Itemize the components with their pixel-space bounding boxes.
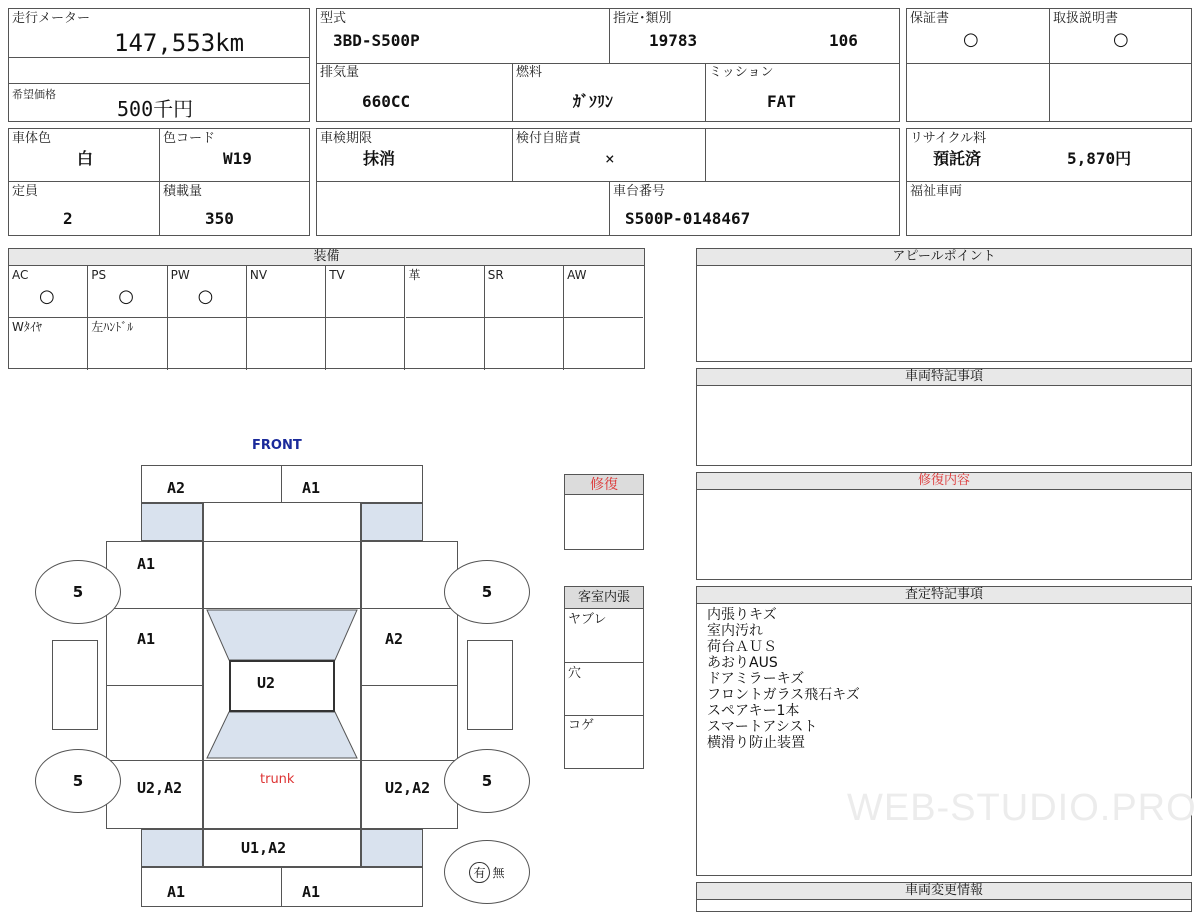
left-mirror xyxy=(52,640,98,730)
equipment-title: 装備 xyxy=(9,249,644,266)
interior-tear-label: ヤブレ xyxy=(568,612,607,627)
displacement-label: 排気量 xyxy=(320,65,360,80)
repair-box xyxy=(564,474,644,550)
equipment-label: PS xyxy=(91,268,107,282)
front-left-fender-code: A1 xyxy=(137,555,156,573)
roof-panel xyxy=(229,660,335,712)
appeal-title: アピールポイント xyxy=(697,249,1191,266)
equipment-label: Wﾀｲﾔ xyxy=(12,320,42,334)
front-label: FRONT xyxy=(252,438,302,453)
tire-rear-right: 5 xyxy=(444,749,530,813)
front-bumper-left-code: A2 xyxy=(167,479,186,497)
assessment-note: ドアミラーキズ xyxy=(707,671,805,687)
fuel-value: ｶﾞｿﾘﾝ xyxy=(573,92,614,111)
mission-value: FAT xyxy=(767,92,796,111)
color-label: 車体色 xyxy=(12,131,52,146)
front-right-pillar xyxy=(361,503,423,541)
front-left-door-code: A1 xyxy=(137,630,156,648)
equipment-cell-row2-2 xyxy=(168,318,247,370)
recycle-status: 預託済 xyxy=(933,149,982,168)
displacement-value: 660CC xyxy=(362,92,411,111)
odometer-value: 147,553km xyxy=(114,29,245,57)
inspection-chassis-box xyxy=(316,128,900,236)
equipment-mark: ○ xyxy=(118,286,135,307)
warranty-manual-box xyxy=(906,8,1192,122)
repair-title: 修復 xyxy=(565,475,643,495)
interior-burn-label: コゲ xyxy=(568,718,595,733)
equipment-cell-革 xyxy=(406,266,485,318)
assessment-note: あおりAUS xyxy=(707,655,778,671)
assessment-note: 内張りキズ xyxy=(707,607,777,623)
assessment-note: 室内汚れ xyxy=(707,623,763,639)
special-notes-title: 車両特記事項 xyxy=(697,369,1191,386)
equipment-cell-row2-0 xyxy=(9,318,88,370)
recycle-label: リサイクル料 xyxy=(910,131,987,146)
spare-tire xyxy=(444,840,530,904)
special-notes-panel xyxy=(696,368,1192,466)
equipment-label: NV xyxy=(249,268,268,282)
equipment-cell-row2-1 xyxy=(88,318,167,370)
color-value: 白 xyxy=(77,149,94,168)
equipment-label: TV xyxy=(329,268,345,282)
recycle-welfare-box xyxy=(906,128,1192,236)
warranty-label: 保証書 xyxy=(910,11,950,26)
load-label: 積載量 xyxy=(163,184,203,199)
equipment-cell-AW xyxy=(564,266,643,318)
equipment-label: SR xyxy=(487,268,504,282)
equipment-mark: ○ xyxy=(197,286,214,307)
hood xyxy=(203,503,361,541)
color-code-label: 色コード xyxy=(163,131,216,146)
price-value: 500千円 xyxy=(117,97,194,121)
tire-front-right: 5 xyxy=(444,560,530,624)
equipment-cell-row2-6 xyxy=(485,318,564,370)
equipment-label: PW xyxy=(170,268,190,282)
front-bumper-right-code: A1 xyxy=(302,479,321,497)
designation-value-1: 19783 xyxy=(649,31,698,50)
front-right-door-code: A2 xyxy=(385,630,404,648)
chassis-label: 車台番号 xyxy=(613,184,666,199)
appeal-panel xyxy=(696,248,1192,362)
spare-yes-mark: 有 xyxy=(469,862,489,883)
assessment-note: スマートアシスト xyxy=(707,719,818,735)
mission-label: ミッション xyxy=(709,65,774,80)
designation-label: 指定･類別 xyxy=(613,11,672,26)
trunk-label: trunk xyxy=(260,772,295,787)
capacity-value: 2 xyxy=(63,209,73,228)
equipment-cell-SR xyxy=(485,266,564,318)
rear-right-pillar xyxy=(361,829,423,867)
watermark: WEB-STUDIO.PRO xyxy=(847,787,1197,829)
rear-left-code: U2,A2 xyxy=(137,779,183,797)
inspection-label: 車検期限 xyxy=(320,131,373,146)
rear-bumper-left-code: A1 xyxy=(167,883,186,901)
model-value: 3BD-S500P xyxy=(333,31,420,50)
chassis-value: S500P-0148467 xyxy=(625,209,751,228)
equipment-mark: ○ xyxy=(39,286,55,307)
equipment-cell-row2-3 xyxy=(247,318,326,370)
equipment-label: AW xyxy=(567,268,587,282)
change-info-panel xyxy=(696,882,1192,912)
warranty-mark: ○ xyxy=(963,29,979,50)
odometer-price-box xyxy=(8,8,310,122)
insurance-label: 検付自賠責 xyxy=(516,131,582,146)
equipment-label: AC xyxy=(12,268,29,282)
manual-mark: ○ xyxy=(1113,29,1129,50)
fuel-label: 燃料 xyxy=(516,65,543,80)
assessment-note: フロントガラス飛石キズ xyxy=(707,687,860,703)
spare-no-label: 無 xyxy=(492,865,505,880)
price-label: 希望価格 xyxy=(12,88,56,101)
designation-value-2: 106 xyxy=(829,31,858,50)
equipment-cell-row2-5 xyxy=(406,318,485,370)
assessment-panel xyxy=(696,586,1197,876)
model-label: 型式 xyxy=(320,11,347,26)
roof-code: U2 xyxy=(257,674,276,692)
rear-bumper-right-code: A1 xyxy=(302,883,321,901)
equipment-cell-row2-4 xyxy=(326,318,405,370)
tire-front-left: 5 xyxy=(35,560,121,624)
odometer-label: 走行メーター xyxy=(12,11,91,26)
front-left-pillar xyxy=(141,503,203,541)
equipment-label: 革 xyxy=(408,268,421,282)
manual-label: 取扱説明書 xyxy=(1053,11,1119,26)
rear-right-code: U2,A2 xyxy=(385,779,431,797)
equipment-cell-AC xyxy=(9,266,88,318)
interior-box xyxy=(564,586,644,769)
welfare-label: 福祉車両 xyxy=(910,184,963,199)
inspection-value: 抹消 xyxy=(363,149,396,168)
tire-rear-left: 5 xyxy=(35,749,121,813)
assessment-note: 荷台ＡＵＳ xyxy=(707,639,777,655)
rear-left-pillar xyxy=(141,829,203,867)
load-value: 350 xyxy=(205,209,234,228)
assessment-list xyxy=(707,607,860,751)
interior-title: 客室内張 xyxy=(565,587,643,609)
spec-box xyxy=(316,8,900,122)
recycle-fee: 5,870円 xyxy=(1067,149,1132,168)
car-damage-diagram xyxy=(0,430,560,900)
repair-content-title: 修復内容 xyxy=(697,473,1191,490)
right-mirror xyxy=(467,640,513,730)
assessment-title: 査定特記事項 xyxy=(697,587,1191,604)
equipment-cell-PS xyxy=(88,266,167,318)
color-capacity-box xyxy=(8,128,310,236)
equipment-table xyxy=(8,248,645,369)
equipment-cell-PW xyxy=(168,266,247,318)
assessment-note: 横滑り防止装置 xyxy=(707,735,805,751)
change-info-title: 車両変更情報 xyxy=(697,883,1191,900)
equipment-label: 左ﾊﾝﾄﾞﾙ xyxy=(91,320,134,334)
capacity-label: 定員 xyxy=(12,184,39,199)
equipment-cell-NV xyxy=(247,266,326,318)
insurance-value: × xyxy=(605,149,615,168)
repair-content-panel xyxy=(696,472,1192,580)
interior-hole-label: 穴 xyxy=(568,666,582,681)
equipment-cell-TV xyxy=(326,266,405,318)
rear-center-code: U1,A2 xyxy=(241,839,287,857)
color-code-value: W19 xyxy=(223,149,252,168)
assessment-note: スペアキー1本 xyxy=(707,703,800,719)
